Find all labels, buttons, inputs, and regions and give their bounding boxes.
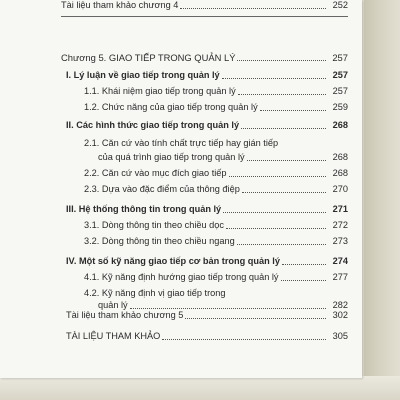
- toc-entry-3-2[interactable]: [84, 236, 348, 247]
- toc-entry-ch5-refs[interactable]: [66, 310, 348, 321]
- toc-entry-4-2-line1: 4.2. Kỹ năng định vị giao tiếp trong: [84, 288, 226, 298]
- dot-leader: [282, 264, 326, 265]
- toc-entry-label: IV. Một số kỹ năng giao tiếp cơ bản trong quản lý: [66, 256, 280, 266]
- toc-entry-page: 252: [332, 0, 348, 10]
- toc-entry-label: III. Hệ thống thông tin trong quản lý: [66, 204, 222, 214]
- toc-entry-3-1[interactable]: [84, 220, 348, 231]
- background-right: [364, 0, 400, 400]
- toc-entry-chapter-5[interactable]: [61, 52, 348, 63]
- toc-entry-page: 274: [332, 256, 348, 266]
- toc-entry-page: 302: [332, 310, 348, 320]
- toc-entry-page: 271: [332, 204, 348, 214]
- toc-entry-label: TÀI LIỆU THAM KHẢO: [66, 331, 161, 341]
- toc-entry-label: Tài liệu tham khảo chương 5: [66, 310, 184, 320]
- toc-entry-section-4[interactable]: [66, 256, 348, 267]
- toc-entry-label: II. Các hình thức giao tiếp trong quản lý: [66, 120, 240, 130]
- toc-entry-section-2[interactable]: [66, 120, 348, 131]
- toc-entry-label: Chương 5. GIAO TIẾP TRONG QUẢN LÝ: [61, 52, 236, 63]
- toc-entry-2-1[interactable]: [98, 152, 348, 163]
- toc-entry-1-1[interactable]: [84, 86, 348, 97]
- toc-entry-label: 2.2. Căn cứ vào mục đích giao tiếp: [84, 168, 227, 178]
- dot-leader: [260, 110, 326, 111]
- toc-entry-page: 259: [332, 102, 348, 112]
- dot-leader: [238, 94, 326, 95]
- toc-entry-page: 257: [332, 52, 348, 63]
- dot-leader: [223, 212, 326, 213]
- toc-entry-4-1[interactable]: [84, 272, 348, 283]
- toc-entry-section-3[interactable]: [66, 204, 348, 215]
- dot-leader: [222, 78, 326, 79]
- dot-leader: [237, 244, 326, 245]
- toc-entry-ch4-refs[interactable]: [61, 0, 348, 11]
- toc-entry-label: 1.2. Chức năng của giao tiếp trong quản lý: [84, 102, 258, 112]
- toc-entry-page: 270: [332, 184, 348, 194]
- section-divider: [61, 16, 348, 17]
- dot-leader: [242, 192, 326, 193]
- toc-entry-label: của quá trình giao tiếp trong quản lý: [98, 152, 245, 162]
- toc-entry-2-2[interactable]: [84, 168, 348, 179]
- dot-leader: [241, 128, 326, 129]
- toc-entry-page: 268: [332, 168, 348, 178]
- dot-leader: [130, 308, 326, 309]
- toc-entry-page: 277: [332, 272, 348, 282]
- toc-entry-label: Tài liệu tham khảo chương 4: [61, 0, 179, 10]
- toc-entry-label: I. Lý luận về giao tiếp trong quản lý: [66, 70, 220, 80]
- toc-entry-page: 272: [332, 220, 348, 230]
- toc-entry-label: 1.1. Khái niệm giao tiếp trong quản lý: [84, 86, 236, 96]
- toc-entry-references[interactable]: [66, 331, 348, 342]
- toc-entry-1-2[interactable]: [84, 102, 348, 113]
- toc-entry-page: 268: [332, 120, 348, 130]
- toc-entry-page: 257: [332, 86, 348, 96]
- toc-entry-page: 305: [332, 331, 348, 341]
- toc-entry-2-1-line1: 2.1. Căn cứ vào tính chất trực tiếp hay gián tiếp: [84, 138, 279, 148]
- dot-leader: [185, 318, 326, 319]
- background-bottom: [0, 376, 400, 400]
- dot-leader: [237, 60, 326, 61]
- toc-entry-label: 2.3. Dựa vào đặc điểm của thông điệp: [84, 184, 240, 194]
- toc-entry-label: 4.1. Kỹ năng định hướng giao tiếp trong quản lý: [84, 272, 279, 282]
- dot-leader: [281, 280, 326, 281]
- toc-entry-section-1[interactable]: [66, 70, 348, 81]
- toc-entry-label: 3.1. Dòng thông tin theo chiều dọc: [84, 220, 224, 230]
- toc-entry-page: 268: [332, 152, 348, 162]
- dot-leader: [226, 228, 326, 229]
- toc-entry-2-3[interactable]: [84, 184, 348, 195]
- dot-leader: [162, 339, 326, 340]
- toc-entry-page: 257: [332, 70, 348, 80]
- toc-entry-page: 273: [332, 236, 348, 246]
- toc-entry-label: quản lý: [98, 300, 128, 310]
- dot-leader: [247, 160, 326, 161]
- dot-leader: [229, 176, 326, 177]
- toc-entry-page: 282: [332, 300, 348, 310]
- toc-entry-label: 3.2. Dòng thông tin theo chiều ngang: [84, 236, 235, 246]
- dot-leader: [180, 8, 326, 9]
